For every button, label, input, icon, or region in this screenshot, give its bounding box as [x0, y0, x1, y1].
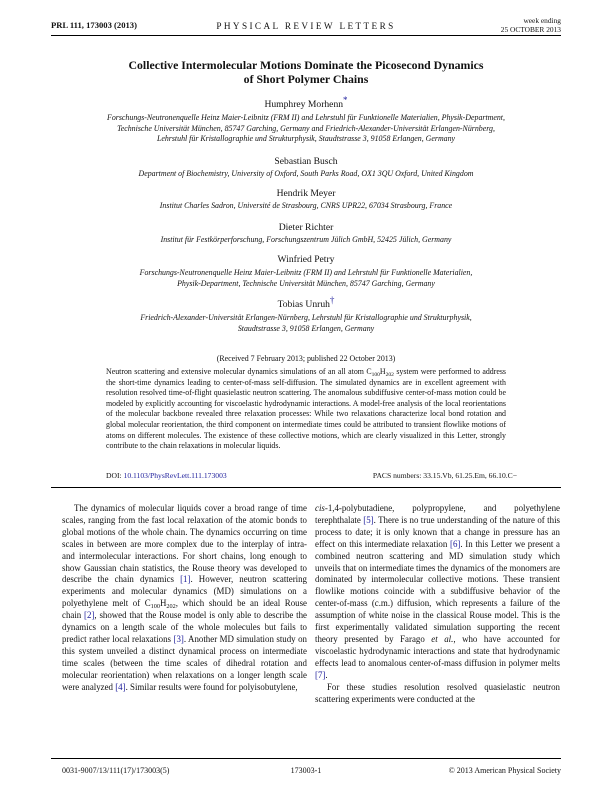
paper-title: [60, 59, 552, 86]
footer-rule: [51, 758, 561, 759]
paragraph: The dynamics of molecular liquids cover a broad range of time scales, ranging from the fast local relaxation of the atomic bonds to global motions of the whole chain. The dynamics occurring on time scales in between are more complex due to the interplay of intra- and intermolecular interactions. For short chains, long enough to show Gaussian chain statistics, the Rouse theory was developed to describe the chain dynamics [1]. However, neutron scattering experiments and molecular dynamics (MD) simulations on a polyethylene melt of $C_{100}H_{202}$, which should be an ideal Rouse chain [2], showed that the Rouse model is only able to describe the dynamics on a length scale of the whole molecules but fails to predict rather local relaxations [3]. Another MD simulation study on this system unveiled a distinct dynamical process on intermediate time scales (between the time scales of dihedral rotation and molecular reorientation) when relaxations on a longer length scale were analyzed [4]. Similar results were found for polyisobutylene,: [62, 503, 307, 692]
author-name: Winfried Petry: [277, 254, 335, 265]
author-name: Hendrik Meyer: [276, 188, 336, 199]
copyright: © 2013 American Physical Society: [448, 766, 561, 775]
abstract: Neutron scattering and extensive molecular dynamics simulations of an all atom $C_{100}H_{202}$ system were performed to address the short-time dynamics leading to center-of-mass self-diffusion. The simulated dynamics are in excellent agreement with resolution resolved time-of-flight quasielastic neutron scattering. The anomalous subdiffusive center-of-mass motion could be modeled by explicitly accounting for viscoelastic hydrodynamic interactions. A model-free analysis of the local reorientations of the molecular backbone revealed three relaxation processes: While two relaxations characterize local bond rotation and global molecular reorientation, the third component on intermediate times could be attributed to transient flowlike motions of atoms on different molecules. The existence of these collective motions, which are clearly visualized in this Letter, strongly contribute to the chain relaxations in molecular liquids.: [106, 367, 506, 451]
author-mark-link[interactable]: †: [329, 294, 335, 305]
citation-link[interactable]: [4]: [115, 681, 126, 692]
body-column-left: [62, 503, 307, 694]
author-affiliation: Forschungs-Neutronenquelle Heinz Maier-Leibnitz (FRM II) and Lehrstuhl für Funktionelle Materialien, Physik-Department, Technische Universität München, 85747 Garching, Germany and Friedrich-Alexander-Universität Erlangen-Nürnberg, Lehrstuhl für Kristallographie und Strukturphysik, Staudtstrasse 3, 91058 Erlangen, Germany: [107, 113, 505, 144]
page-number: 173003-1: [290, 766, 322, 775]
date: 25 OCTOBER 2013: [500, 25, 561, 34]
abstract-rule: [51, 487, 561, 488]
author-name: Sebastian Busch: [274, 156, 338, 167]
citation-link[interactable]: [2]: [84, 610, 95, 621]
author-name: Dieter Richter: [278, 222, 334, 233]
received-dates: (Received 7 February 2013; published 22 October 2013): [216, 354, 396, 363]
citation-link[interactable]: [7]: [315, 669, 326, 680]
doi: [106, 471, 227, 480]
footer-issn: 0031-9007/13/111(17)/173003(5): [62, 766, 170, 775]
title-line-1: Collective Intermolecular Motions Dominate the Picosecond Dynamics: [128, 58, 484, 72]
author-name: Humphrey Morhenn*: [264, 94, 348, 110]
pacs-numbers: PACS numbers: 33.15.Vb, 61.25.Em, 66.10.C−: [372, 471, 517, 480]
citation-link[interactable]: [5]: [363, 514, 374, 525]
doi-link[interactable]: 10.1103/PhysRevLett.111.173003: [123, 471, 227, 480]
journal-reference: PRL 111, 173003 (2013): [51, 20, 137, 30]
citation-link[interactable]: [3]: [173, 633, 184, 644]
paragraph: For these studies resolution resolved quasielastic neutron scattering experiments were conducted at the: [315, 681, 560, 704]
header-rule: [51, 35, 561, 36]
journal-name: PHYSICAL REVIEW LETTERS: [216, 21, 396, 31]
body-column-right: [315, 503, 560, 705]
citation-link[interactable]: [1]: [180, 574, 191, 585]
author-affiliation: Institut für Festkörperforschung, Forschungszentrum Jülich GmbH, 52425 Jülich, Germany: [160, 235, 452, 244]
author-affiliation: Department of Biochemistry, University of Oxford, South Parks Road, OX1 3QU Oxford, United Kingdom: [138, 169, 474, 178]
author-affiliation: Forschungs-Neutronenquelle Heinz Maier-Leibnitz (FRM II) and Lehrstuhl für Funktionelle Materialien, Physik-Department, Technische Universität München, 85747 Garching, Germany: [139, 268, 473, 288]
author-name: Tobias Unruh†: [277, 294, 335, 310]
issue-date: [501, 16, 561, 34]
title-line-2: of Short Polymer Chains: [243, 71, 369, 86]
doi-label: DOI:: [106, 471, 122, 480]
paragraph: cis-1,4-polybutadiene, polypropylene, and polyethylene terephthalate [5]. There is no true understanding of the nature of this process to date; it is only known that a change in pressure has an effect on this intermediate relaxation [6]. In this Letter we present a combined neutron scattering and MD simulation study which unveils that on intermediate times the dynamics of the monomers are dominated by intermolecular collective motions. These transient flowlike motions coincide with a subdiffusive behavior of the center-of-mass (c.m.) diffusion, which represents a failure of the assumption of white noise in the classical Rouse model. This is the first experimentally validated simulation supporting the recent theory presented by Farago et al., who have accounted for viscoelastic hydrodynamic interactions and state that hydrodynamic effects lead to anomalous center-of-mass diffusion in polymer melts [7].: [315, 503, 561, 680]
author-affiliation: Institut Charles Sadron, Université de Strasbourg, CNRS UPR22, 67034 Strasbourg, France: [159, 201, 453, 210]
author-mark-link[interactable]: *: [343, 94, 348, 105]
citation-link[interactable]: [6]: [449, 538, 461, 549]
author-affiliation: Friedrich-Alexander-Universität Erlangen-Nürnberg, Lehrstuhl für Kristallographie und Strukturphysik, Staudtstrasse 3, 91058 Erlangen, Germany: [140, 313, 472, 333]
week-label: week ending: [523, 16, 561, 25]
